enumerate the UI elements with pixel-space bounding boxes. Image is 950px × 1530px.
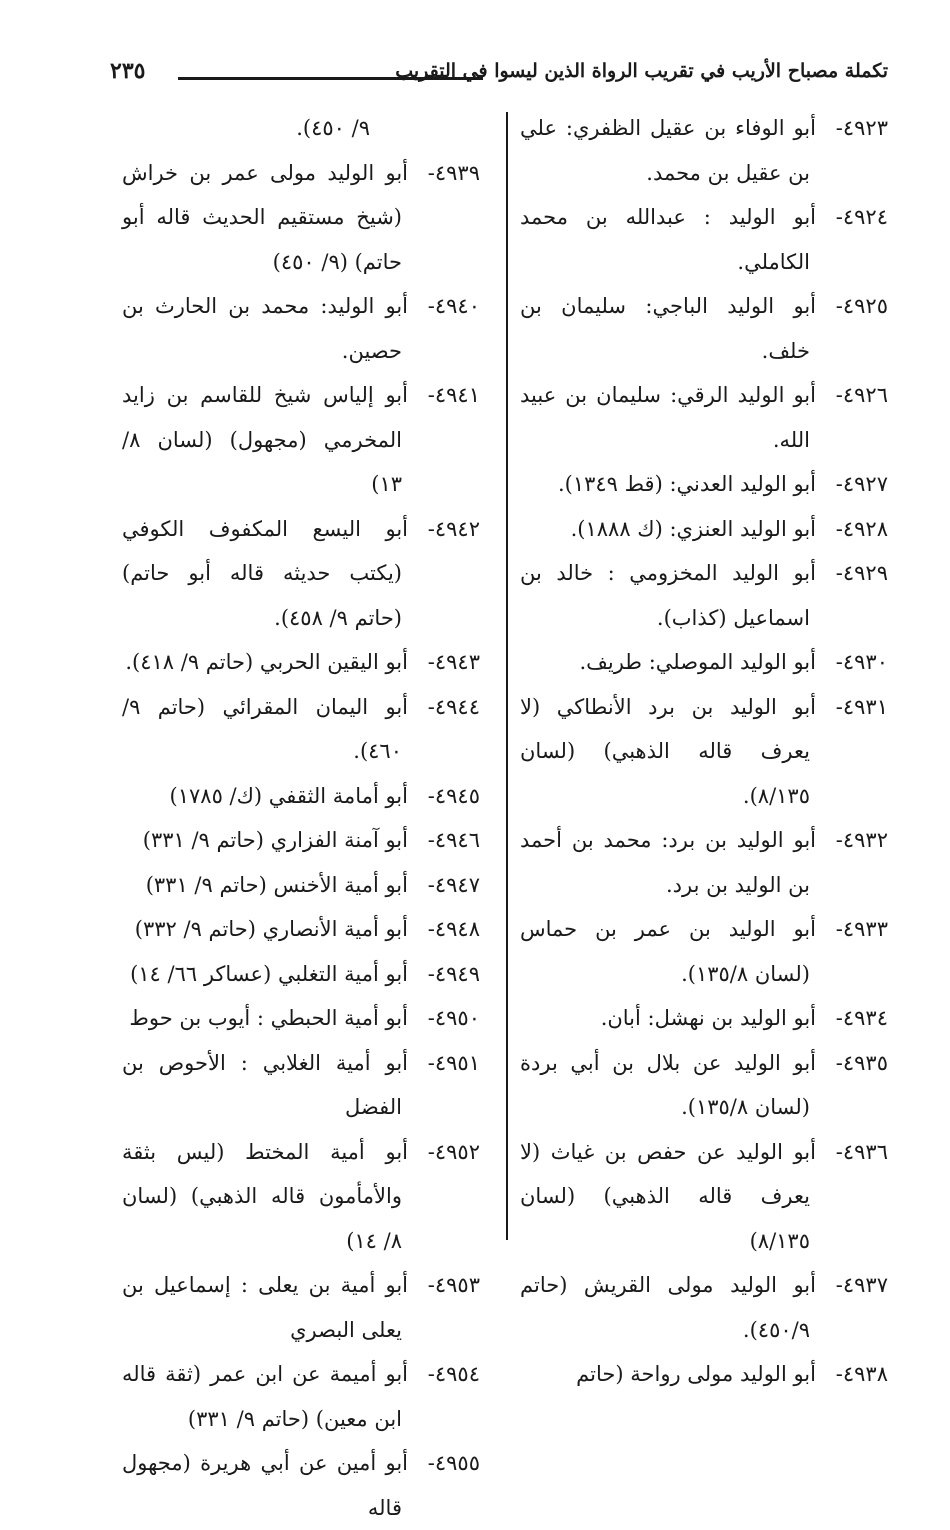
entry-text: أبو أميمة عن ابن عمر (ثقة قاله ابن معين) (حاتم ٩/ ٣٣١) xyxy=(122,1362,408,1431)
right-column xyxy=(520,106,888,1397)
entry-text: أبو الوليد بن عمر بن حماس (لسان ١٣٥/٨). xyxy=(520,917,816,986)
entry-item xyxy=(520,1041,888,1130)
entry-text: أبو الوليد بن برد: محمد بن أحمد بن الوليد بن برد. xyxy=(520,828,816,897)
entry-number: ٤٩٥١- xyxy=(427,1050,480,1075)
entry-text: أبو أمية الحبطي : أيوب بن حوط xyxy=(129,1006,408,1030)
entry-item xyxy=(520,907,888,996)
entry-text: أبو أمامة الثقفي (ك/ ١٧٨٥) xyxy=(169,783,408,808)
entry-number: ٤٩٤٥- xyxy=(427,783,480,808)
entry-item xyxy=(122,1352,480,1441)
entry-text: أبو الوليد الرقي: سليمان بن عبيد الله. xyxy=(520,383,816,452)
entry-number: ٤٩٤٩- xyxy=(427,961,480,986)
entry-text: أبو اليقين الحربي (حاتم ٩/ ٤١٨). xyxy=(125,650,408,674)
entry-text: أبو أمية التغلبي (عساكر ٦٦/ ١٤) xyxy=(130,961,408,986)
entry-item xyxy=(122,996,480,1041)
entry-item xyxy=(122,1041,480,1130)
entry-number: ٤٩٤٨- xyxy=(427,917,480,941)
entry-text: أبو الوليد الباجي: سليمان بن خلف. xyxy=(520,294,816,363)
entry-text: أبو الوليد عن حفص بن غياث (لا يعرف قاله الذهبي) (لسان ٨/١٣٥) xyxy=(520,1139,816,1253)
entry-text: أبو أمية الأخنس (حاتم ٩/ ٣٣١) xyxy=(145,872,408,897)
entry-number: ٤٩٥٣- xyxy=(427,1273,480,1297)
entry-number: ٤٩٥٠- xyxy=(427,1006,480,1030)
entry-item xyxy=(122,284,480,373)
entry-number: ٤٩٣٧- xyxy=(835,1273,888,1297)
entry-text: أبو اليسع المكفوف الكوفي (يكتب حديثه قاله أبو حاتم) (حاتم ٩/ ٤٥٨). xyxy=(122,516,408,630)
entry-text: أبو الوليد: محمد بن الحارث بن حصين. xyxy=(122,294,408,363)
entry-item xyxy=(520,106,888,195)
entry-number: ٤٩٣٦- xyxy=(835,1139,888,1164)
column-divider xyxy=(506,112,508,1240)
entry-item xyxy=(520,1130,888,1264)
entry-item xyxy=(520,507,888,552)
entry-item xyxy=(122,818,480,863)
entry-number: ٤٩٥٤- xyxy=(427,1362,480,1386)
entry-number: ٤٩٣٢- xyxy=(835,828,888,852)
entry-text: أبو إلياس شيخ للقاسم بن زايد المخرمي (مجهول) (لسان ٨/ ١٣) xyxy=(122,383,408,496)
entry-number: ٤٩٣٣- xyxy=(835,917,888,941)
page-number: ٢٣٥ xyxy=(110,58,146,84)
entry-item xyxy=(520,284,888,373)
entry-text: أبو الوليد مولى رواحة (حاتم xyxy=(576,1362,816,1386)
entry-item xyxy=(520,1352,888,1397)
entry-text: أبو الوليد مولى عمر بن خراش (شيخ مستقيم الحديث قاله أبو حاتم) (٩/ ٤٥٠) xyxy=(122,160,408,274)
entry-item xyxy=(122,1441,480,1530)
entry-number: ٤٩٢٣- xyxy=(835,116,888,140)
entry-item xyxy=(520,462,888,507)
entry-item xyxy=(520,818,888,907)
entry-text: أبو الوفاء بن عقيل الظفري: علي بن عقيل بن محمد. xyxy=(520,116,816,185)
entry-text: أبو الوليد العدني: (قط ١٣٤٩). xyxy=(557,472,816,496)
entry-number: ٤٩٥٥- xyxy=(427,1451,480,1475)
entry-text: أبو الوليد الموصلي: طريف. xyxy=(579,650,816,674)
entry-number: ٤٩٤٦- xyxy=(427,828,480,852)
entry-item xyxy=(122,151,480,285)
entry-text: أبو الوليد عن بلال بن أبي بردة (لسان ١٣٥/٨). xyxy=(520,1050,816,1119)
entry-item xyxy=(122,507,480,641)
entry-text: أبو الوليد : عبدالله بن محمد الكاملي. xyxy=(520,205,816,274)
entry-item xyxy=(122,774,480,819)
entry-number: ٤٩٢٦- xyxy=(835,383,888,407)
entry-text: أبو أمية الغلابي : الأحوص بن الفضل xyxy=(122,1050,408,1119)
entry-number: ٤٩٢٧- xyxy=(835,472,888,496)
entry-number: ٤٩٢٥- xyxy=(835,294,888,318)
entry-item xyxy=(122,1263,480,1352)
entry-number: ٤٩٢٩- xyxy=(835,561,888,585)
page-header xyxy=(110,58,888,94)
entry-number: ٤٩٤٢- xyxy=(427,516,480,541)
entry-item xyxy=(122,640,480,685)
entry-item xyxy=(122,1130,480,1264)
entry-text: أبو اليمان المقرائي (حاتم ٩/ ٤٦٠). xyxy=(122,694,408,763)
entry-number: ٤٩٤٣- xyxy=(427,650,480,674)
entry-item xyxy=(122,952,480,997)
entry-number: ٤٩٣١- xyxy=(835,694,888,719)
entry-item xyxy=(520,1263,888,1352)
header-rule xyxy=(178,77,483,80)
entry-number: ٤٩٤٧- xyxy=(427,872,480,897)
entry-item xyxy=(122,863,480,908)
entry-text: أبو أمين عن أبي هريرة (مجهول قاله xyxy=(122,1451,408,1520)
entry-item xyxy=(520,640,888,685)
entry-number: ٤٩٥٢- xyxy=(427,1139,480,1164)
entry-text: أبو الوليد مولى القريش (حاتم ٤٥٠/٩). xyxy=(520,1273,816,1342)
entry-text: أبو أمية بن يعلى : إسماعيل بن يعلى البصري xyxy=(122,1273,408,1342)
entry-number: ٤٩٤٤- xyxy=(427,694,480,719)
entry-item xyxy=(520,373,888,462)
entry-item xyxy=(122,907,480,952)
running-title: تكملة مصباح الأريب في تقريب الرواة الذين ليسوا في التقريب xyxy=(395,60,888,82)
entry-text: أبو الوليد بن برد الأنطاكي (لا يعرف قاله الذهبي) (لسان ٨/١٣٥). xyxy=(520,694,816,808)
entry-number: ٤٩٢٨- xyxy=(835,516,888,541)
entry-number: ٤٩٤١- xyxy=(427,383,480,407)
entry-number: ٤٩٣٤- xyxy=(835,1006,888,1030)
entry-number: ٤٩٣٩- xyxy=(427,160,480,185)
entry-item xyxy=(520,996,888,1041)
entry-item xyxy=(122,373,480,507)
entry-number: ٤٩٢٤- xyxy=(835,205,888,229)
entry-number: ٤٩٣٨- xyxy=(835,1362,888,1386)
entry-text: أبو أمية الأنصاري (حاتم ٩/ ٣٣٢) xyxy=(134,917,408,941)
entry-text: أبو آمنة الفزاري (حاتم ٩/ ٣٣١) xyxy=(142,828,408,852)
entry-item xyxy=(122,685,480,774)
entry-number: ٤٩٣٥- xyxy=(835,1050,888,1075)
entry-number: ٤٩٣٠- xyxy=(835,650,888,674)
entry-text: أبو الوليد العنزي: (ك ١٨٨٨). xyxy=(570,516,816,541)
left-column xyxy=(122,106,480,1530)
entry-text: أبو أمية المختط (ليس بثقة والأمأمون قاله الذهبي) (لسان ٨/ ١٤) xyxy=(122,1139,408,1253)
entry-text: أبو الوليد بن نهشل: أبان. xyxy=(600,1006,816,1030)
entry-item xyxy=(520,551,888,640)
entry-number: ٤٩٤٠- xyxy=(427,294,480,318)
continuation-text: ٩/ ٤٥٠). xyxy=(296,116,370,140)
entry-item xyxy=(520,195,888,284)
entry-text: أبو الوليد المخزومي : خالد بن اسماعيل (كذاب). xyxy=(520,561,816,630)
entry-item xyxy=(520,685,888,819)
